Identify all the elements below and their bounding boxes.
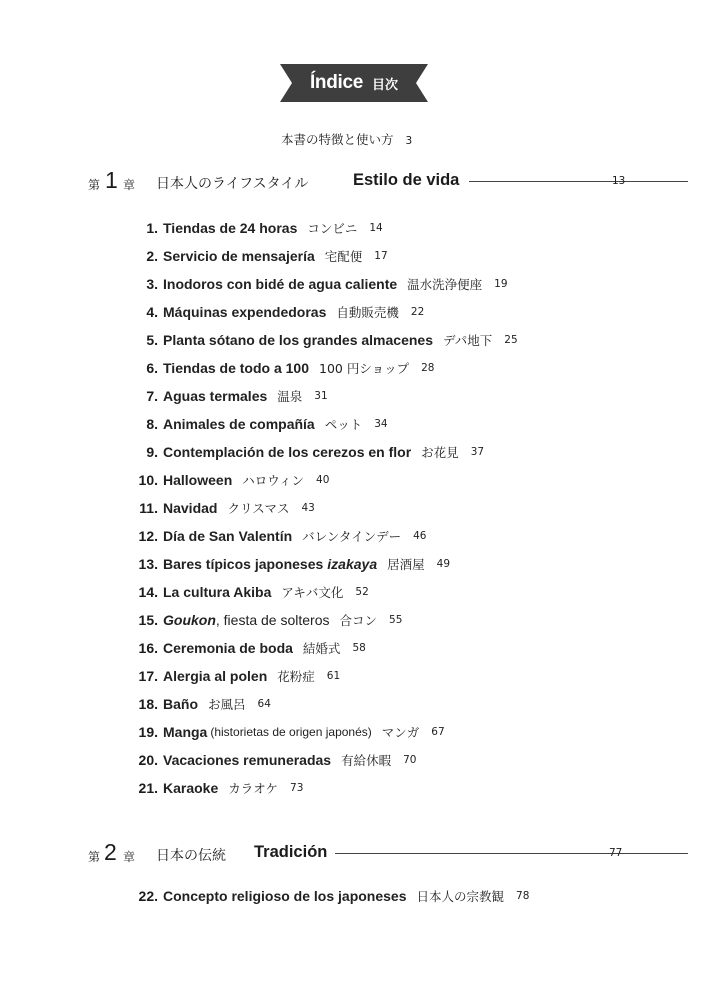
entry-number: 7.	[146, 388, 158, 404]
entry-page: 14	[369, 222, 383, 234]
entry-title-es: Karaoke	[163, 780, 219, 796]
toc-entry	[128, 242, 518, 270]
entry-number: 21.	[138, 780, 158, 796]
entry-number: 14.	[138, 584, 158, 600]
toc-entry	[128, 522, 518, 550]
index-title-es: Índice	[309, 72, 364, 93]
toc-entry	[128, 550, 518, 578]
entry-title-jp: コンビニ	[307, 221, 358, 236]
entry-title-jp: バレンタインデー	[302, 529, 402, 544]
chapter-number: 2	[104, 839, 117, 865]
chapter-label-post: 章	[123, 178, 136, 192]
entry-number: 13.	[138, 556, 158, 572]
entry-page: 52	[355, 586, 369, 598]
entry-title-jp: 温泉	[277, 389, 303, 404]
entry-page: 43	[301, 502, 315, 514]
entry-title-jp: カラオケ	[228, 781, 279, 796]
entry-page: 46	[413, 530, 427, 542]
toc-entry	[128, 494, 518, 522]
chapter-label-pre: 第	[88, 178, 101, 192]
toc-entry	[128, 410, 518, 438]
entry-number: 11.	[139, 500, 158, 516]
toc-entry	[128, 354, 518, 382]
entry-title-jp: お風呂	[208, 697, 246, 712]
entry-title-jp: 日本人の宗教観	[416, 889, 505, 904]
entry-title-es: Máquinas expendedoras	[163, 304, 327, 320]
entry-title-es: Servicio de mensajería	[163, 248, 315, 264]
toc-entry	[128, 466, 518, 494]
toc-entry	[128, 634, 518, 662]
chapter-label-post: 章	[123, 850, 136, 864]
entry-number: 20.	[138, 752, 158, 768]
entry-title-es: La cultura Akiba	[163, 584, 272, 600]
toc-entry	[128, 326, 518, 354]
toc-entry	[128, 774, 518, 802]
entry-page: 58	[352, 642, 366, 654]
entry-title-jp: 自動販売機	[336, 305, 399, 320]
entry-title-es: Tiendas de 24 horas	[163, 220, 298, 236]
entry-title-es-italic: izakaya	[327, 556, 378, 572]
entry-title-es: Contemplación de los cerezos en flor	[163, 444, 412, 460]
entry-title-jp: 温水洗浄便座	[407, 277, 483, 292]
entry-title-es: Planta sótano de los grandes almacenes	[163, 332, 433, 348]
entry-number: 4.	[146, 304, 158, 320]
entry-page: 40	[316, 474, 330, 486]
entry-number: 10.	[138, 472, 158, 488]
entry-number: 9.	[146, 444, 158, 460]
chapter-title-es: Tradición	[254, 843, 328, 861]
intro-text: 本書の特徴と使い方	[281, 132, 394, 147]
entry-title-es: Concepto religioso de los japoneses	[163, 888, 407, 904]
chapter-page: 77	[609, 847, 623, 859]
chapter-1-heading	[88, 168, 628, 198]
entry-title-jp: 宅配便	[324, 249, 363, 264]
entry-page: 25	[504, 334, 518, 346]
chapter-leader-line	[335, 853, 688, 854]
chapter-2-entries	[128, 882, 529, 910]
toc-entry	[128, 382, 518, 410]
toc-entry	[128, 606, 518, 634]
entry-number: 15.	[138, 612, 158, 628]
entry-title-es-note: (historietas de origen japonés)	[210, 725, 372, 739]
toc-entry	[128, 746, 518, 774]
entry-title-jp: ハロウィン	[242, 473, 305, 488]
entry-title-es: Ceremonia de boda	[163, 640, 293, 656]
entry-title-es: Alergia al polen	[163, 668, 268, 684]
entry-title-jp: 花粉症	[277, 669, 315, 684]
toc-entry	[128, 578, 518, 606]
chapter-page: 13	[612, 175, 626, 187]
chapter-2-heading	[88, 840, 628, 870]
chapter-label-pre: 第	[88, 850, 101, 864]
index-title-banner	[280, 64, 428, 102]
entry-title-jp: 有給休暇	[341, 753, 392, 768]
toc-entry	[128, 298, 518, 326]
toc-entry	[128, 438, 518, 466]
entry-number: 3.	[146, 276, 158, 292]
entry-page: 22	[410, 306, 425, 318]
toc-entry	[128, 690, 518, 718]
entry-page: 70	[403, 754, 417, 766]
entry-page: 73	[290, 782, 304, 794]
entry-title-es: Baño	[163, 696, 198, 712]
entry-title-jp: 100 円ショップ	[319, 361, 410, 376]
entry-title-jp: マンガ	[381, 725, 420, 740]
intro-entry	[281, 130, 412, 148]
entry-number: 1.	[146, 220, 158, 236]
entry-title-es: Bares típicos japoneses	[163, 556, 324, 572]
intro-page: 3	[405, 135, 413, 147]
entry-page: 17	[374, 250, 388, 262]
entry-page: 37	[470, 446, 485, 458]
entry-page: 64	[257, 698, 271, 710]
entry-title-es: Vacaciones remuneradas	[163, 752, 332, 768]
entry-number: 6.	[146, 360, 158, 376]
entry-page: 31	[314, 390, 328, 402]
entry-title-es: Animales de compañía	[163, 416, 315, 432]
chapter-title-es: Estilo de vida	[353, 171, 460, 189]
entry-page: 61	[326, 670, 341, 682]
toc-entry	[128, 662, 518, 690]
entry-title-jp: クリスマス	[227, 501, 290, 516]
entry-title-es: Halloween	[163, 472, 233, 488]
entry-title-es: Tiendas de todo a 100	[163, 360, 310, 376]
entry-page: 55	[389, 614, 403, 626]
entry-number: 8.	[146, 416, 158, 432]
toc-entry	[128, 882, 529, 910]
entry-title-jp: 居酒屋	[387, 557, 425, 572]
entry-number: 19.	[138, 724, 158, 740]
entry-title-es-italic: Goukon	[163, 612, 216, 628]
index-title-jp: 目次	[372, 77, 399, 93]
entry-number: 17.	[138, 668, 158, 684]
entry-title-jp: デパ地下	[443, 333, 493, 348]
chapter-number: 1	[105, 167, 118, 193]
entry-number: 18.	[138, 696, 158, 712]
chapter-title-jp: 日本人のライフスタイル	[156, 176, 309, 192]
entry-page: 49	[436, 558, 451, 570]
entry-page: 78	[516, 890, 530, 902]
chapter-1-entries	[128, 214, 518, 802]
entry-page: 34	[374, 418, 388, 430]
entry-title-es: Navidad	[163, 500, 218, 516]
entry-number: 12.	[138, 528, 158, 544]
entry-title-es: Aguas termales	[163, 388, 268, 404]
entry-page: 28	[421, 362, 435, 374]
entry-page: 19	[494, 278, 508, 290]
entry-title-es: Día de San Valentín	[163, 528, 293, 544]
entry-title-jp: 合コン	[339, 613, 378, 628]
entry-number: 5.	[146, 332, 158, 348]
entry-title-es: Inodoros con bidé de agua caliente	[163, 276, 398, 292]
entry-page: 67	[431, 726, 445, 738]
entry-number: 22.	[138, 888, 158, 904]
entry-title-es: Manga	[163, 724, 208, 740]
chapter-leader-line	[469, 181, 688, 182]
entry-title-jp: ペット	[324, 417, 363, 432]
entry-title-jp: アキバ文化	[281, 585, 344, 600]
entry-number: 16.	[138, 640, 158, 656]
entry-title-jp: 結婚式	[302, 641, 341, 656]
chapter-title-jp: 日本の伝統	[156, 848, 226, 864]
toc-entry	[128, 214, 518, 242]
entry-title-jp: お花見	[421, 445, 459, 460]
toc-entry	[128, 718, 518, 746]
entry-number: 2.	[146, 248, 158, 264]
toc-entry	[128, 270, 518, 298]
entry-title-es: , fiesta de solteros	[215, 612, 330, 628]
